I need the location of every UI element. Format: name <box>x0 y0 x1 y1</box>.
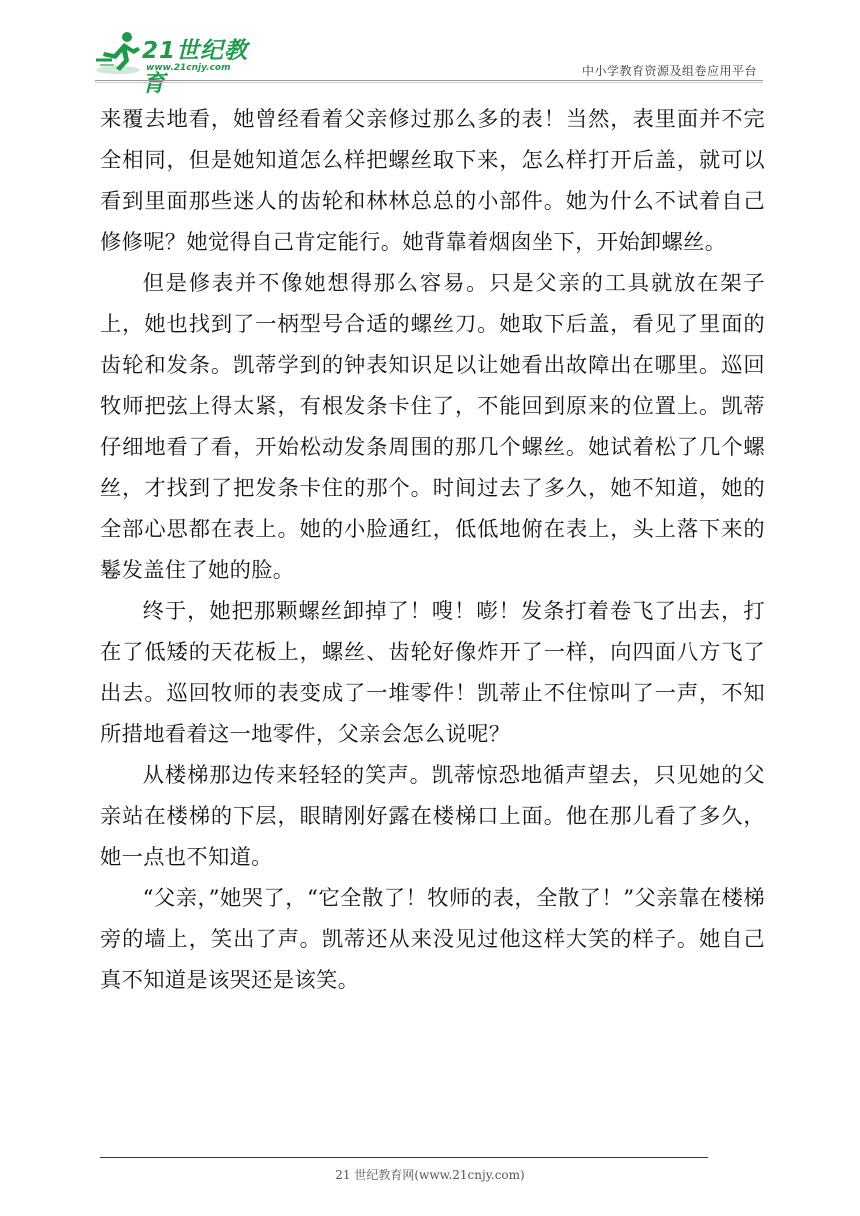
header-divider <box>95 80 763 81</box>
paragraph: 但是修表并不像她想得那么容易。只是父亲的工具就放在架子上，她也找到了一柄型号合适的螺丝刀。她取下后盖，看见了里面的齿轮和发条。凯蒂学到的钟表知识足以让她看出故障出在哪里。巡回牧师把弦上得太紧，有根发条卡住了，不能回到原来的位置上。凯蒂仔细地看了看，开始松动发条周围的那几个螺丝。她试着松了几个螺丝，才找到了把发条卡住的那个。时间过去了多久，她不知道，她的全部心思都在表上。她的小脸通红，低低地俯在表上，头上落下来的鬈发盖住了她的脸。 <box>100 271 765 583</box>
page-header <box>0 0 860 97</box>
paragraph: “父亲，”她哭了，“它全散了！牧师的表，全散了！”父亲靠在楼梯旁的墙上，笑出了声。凯蒂还从来没见过他这样大笑的样子。她自己真不知道是该哭还是该笑。 <box>100 886 765 993</box>
logo-text: 21世纪教育 <box>142 38 249 97</box>
paragraph-continuation: 来覆去地看，她曾经看着父亲修过那么多的表！当然，表里面并不完全相同，但是她知道怎么样把螺丝取下来，怎么样打开后盖，就可以看到里面那些迷人的齿轮和林林总总的小部件。她为什么不试着自己修修呢？她觉得自己肯定能行。她背靠着烟囱坐下，开始卸螺丝。 <box>100 107 765 255</box>
footer-text: 21 世纪教育网(www.21cnjy.com) <box>335 1168 525 1182</box>
logo-url: www.21cnjy.com <box>146 63 231 73</box>
logo <box>94 30 264 97</box>
article-body <box>100 99 765 1001</box>
header-divider-secondary <box>95 82 763 83</box>
paragraph: 终于，她把那颗螺丝卸掉了！嗖！嘭！发条打着卷飞了出去，打在了低矮的天花板上，螺丝、齿轮好像炸开了一样，向四面八方飞了出去。巡回牧师的表变成了一堆零件！凯蒂止不住惊叫了一声，不知所措地看着这一地零件，父亲会怎么说呢？ <box>100 599 765 747</box>
paragraph: 从楼梯那边传来轻轻的笑声。凯蒂惊恐地循声望去，只见她的父亲站在楼梯的下层，眼睛刚好露在楼梯口上面。他在那儿看了多久，她一点也不知道。 <box>100 763 765 870</box>
footer-divider <box>100 1157 708 1158</box>
platform-title: 中小学教育资源及组卷应用平台 <box>581 64 757 78</box>
